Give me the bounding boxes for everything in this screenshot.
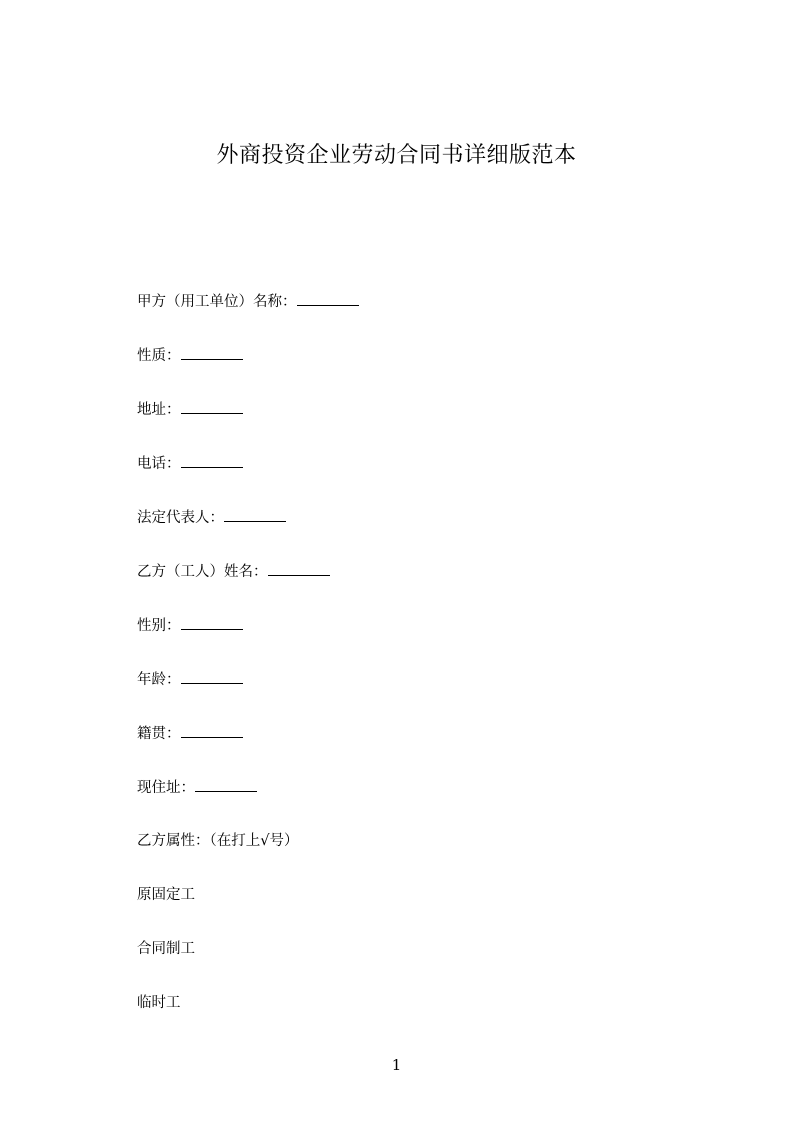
- field-worker-name: [137, 558, 359, 612]
- fill-in-blank: [181, 342, 243, 360]
- field-label: 乙方属性：（在打上√号）: [137, 833, 299, 849]
- fill-in-blank: [268, 558, 330, 576]
- field-label: 年龄：: [137, 672, 181, 688]
- fill-in-blank: [224, 504, 286, 522]
- field-address: [137, 396, 359, 450]
- field-legal-representative: [137, 504, 359, 558]
- option-label: 原固定工: [137, 887, 195, 903]
- field-age: [137, 666, 359, 720]
- page-number: 1: [391, 1056, 402, 1074]
- fill-in-blank: [181, 396, 243, 414]
- option-temporary-worker: [137, 990, 359, 1044]
- fill-in-blank: [181, 612, 243, 630]
- option-label: 临时工: [137, 995, 181, 1011]
- field-gender: [137, 612, 359, 666]
- option-label: 合同制工: [137, 941, 195, 957]
- document-title: 外商投资企业劳动合同书详细版范本: [216, 143, 577, 168]
- field-list: [137, 288, 359, 1044]
- field-label: 乙方（工人）姓名：: [137, 564, 268, 580]
- field-label: 现住址：: [137, 780, 195, 796]
- field-worker-type-heading: [137, 828, 359, 882]
- fill-in-blank: [195, 774, 257, 792]
- field-label: 籍贯：: [137, 726, 181, 742]
- field-label: 法定代表人：: [137, 510, 224, 526]
- field-label: 性别：: [137, 618, 181, 634]
- field-label: 甲方（用工单位）名称：: [137, 294, 297, 310]
- fill-in-blank: [181, 720, 243, 738]
- field-label: 性质：: [137, 348, 181, 364]
- field-phone: [137, 450, 359, 504]
- fill-in-blank: [181, 450, 243, 468]
- option-permanent-worker: [137, 882, 359, 936]
- field-current-address: [137, 774, 359, 828]
- field-label: 地址：: [137, 402, 181, 418]
- field-nature: [137, 342, 359, 396]
- fill-in-blank: [181, 666, 243, 684]
- fill-in-blank: [297, 288, 359, 306]
- field-employer-name: [137, 288, 359, 342]
- field-native-place: [137, 720, 359, 774]
- field-label: 电话：: [137, 456, 181, 472]
- option-contract-worker: [137, 936, 359, 990]
